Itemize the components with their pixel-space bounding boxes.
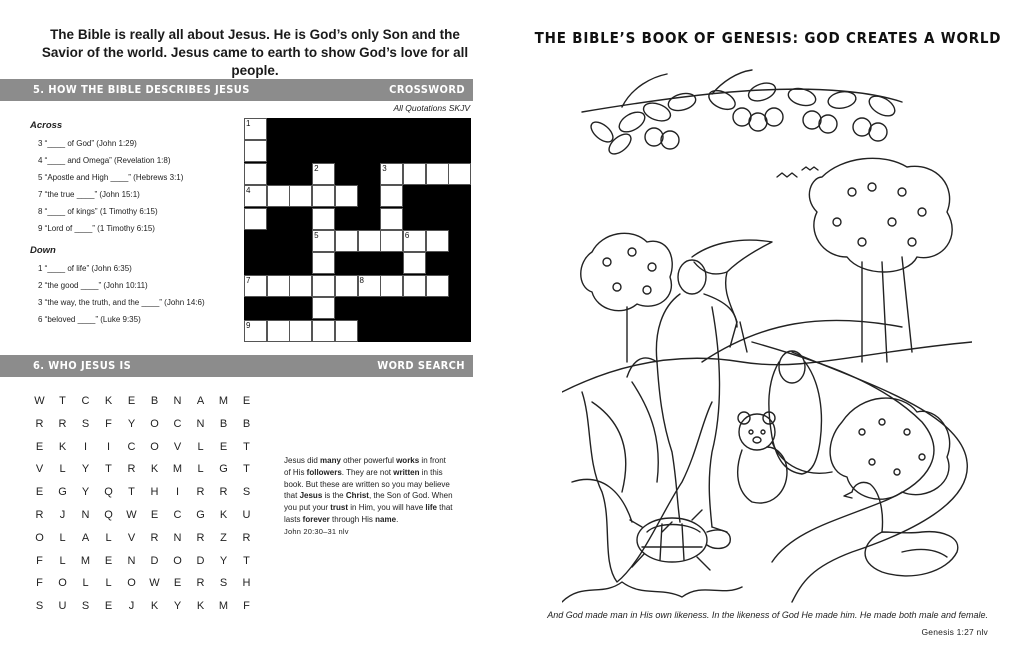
section5-header	[0, 79, 473, 101]
word-search-letter[interactable]: U	[242, 508, 251, 521]
word-search-letter[interactable]: O	[173, 554, 182, 567]
word-search-letter[interactable]: M	[172, 463, 183, 476]
word-search-letter[interactable]: S	[35, 600, 44, 613]
word-search-letter[interactable]: D	[196, 554, 205, 567]
word-search-letter[interactable]: B	[150, 395, 159, 407]
down-heading: Down	[30, 245, 56, 256]
word-search-letter[interactable]: E	[150, 508, 159, 521]
section5-title: 5. HOW THE BIBLE DESCRIBES JESUS	[33, 83, 250, 96]
across-clue: 8 “____ of kings” (1 Timothy 6:15)	[38, 207, 158, 216]
crossword-cell[interactable]: 3	[381, 164, 402, 184]
section6-type: WORD SEARCH	[377, 359, 465, 372]
crossword-cell[interactable]	[290, 186, 311, 206]
word-search-letter[interactable]: L	[59, 554, 66, 567]
word-search-letter[interactable]: R	[196, 577, 205, 590]
word-search-letter[interactable]: C	[127, 440, 136, 453]
word-search-letter[interactable]: I	[106, 440, 111, 453]
section6-header	[0, 355, 473, 377]
crossword-cell[interactable]	[290, 276, 311, 296]
crossword-cell[interactable]	[313, 298, 334, 318]
word-search-letter[interactable]: S	[81, 417, 90, 430]
section5-type: CROSSWORD	[389, 83, 465, 96]
crossword-cell[interactable]: 6	[404, 231, 425, 251]
word-search-letter[interactable]: Y	[81, 486, 90, 499]
word-search-letter[interactable]: S	[219, 577, 228, 590]
word-search-letter[interactable]: I	[83, 440, 88, 453]
word-search-letter[interactable]: S	[81, 600, 90, 613]
word-search-letter[interactable]: S	[242, 486, 251, 499]
crossword-cell[interactable]	[449, 164, 470, 184]
word-search-letter[interactable]: C	[81, 395, 90, 407]
word-search-letter[interactable]: O	[35, 531, 44, 544]
word-search-letter[interactable]: J	[59, 508, 66, 521]
verse-keyword: Jesus	[299, 491, 323, 501]
word-search-letter[interactable]: A	[196, 395, 205, 407]
verse-text: Jesus did	[284, 456, 321, 465]
word-search-letter[interactable]: H	[242, 577, 251, 590]
crossword-cell[interactable]	[313, 186, 334, 206]
verse-text: in this book. But these are written so you may believe that	[284, 467, 450, 501]
verse-keyword: followers	[306, 467, 342, 477]
page-title: THE BIBLE’S BOOK OF GENESIS: GOD CREATES A WORLD	[534, 29, 1002, 47]
word-search-letter[interactable]: R	[127, 463, 136, 476]
word-search-letter[interactable]: W	[126, 508, 137, 521]
word-search-row	[28, 572, 260, 595]
crossword-cell[interactable]	[336, 276, 357, 296]
across-heading: Across	[30, 120, 63, 131]
word-search-letter[interactable]: L	[59, 463, 66, 476]
word-search-letter[interactable]: C	[173, 417, 182, 430]
across-clue: 7 “the true ____” (John 15:1)	[38, 190, 140, 199]
word-search-letter[interactable]: V	[173, 440, 182, 453]
word-search-letter[interactable]: T	[243, 440, 250, 453]
scripture-caption: And God made man in His own likeness. In the likeness of God He made him. He made both male and female.	[547, 610, 988, 620]
verse-keyword: Christ	[345, 491, 369, 501]
quotations-note: All Quotations SKJV	[393, 103, 470, 113]
crossword-cell[interactable]: 8	[359, 276, 380, 296]
word-search-letter[interactable]: Y	[127, 417, 136, 430]
word-search-letter[interactable]: N	[127, 554, 136, 567]
crossword-cell[interactable]	[427, 164, 448, 184]
right-page	[512, 0, 1024, 663]
verse-text: in front of His	[284, 456, 446, 477]
word-search-letter[interactable]: E	[35, 486, 44, 499]
word-search-letter[interactable]: R	[196, 531, 205, 544]
word-search-letter[interactable]: T	[243, 554, 250, 567]
word-search-letter[interactable]: L	[105, 531, 112, 544]
crossword-cell[interactable]	[313, 276, 334, 296]
word-search-letter[interactable]: V	[35, 463, 44, 476]
word-search-grid	[28, 390, 260, 618]
crossword-cell[interactable]: 9	[245, 321, 266, 341]
word-search-row	[28, 504, 260, 527]
word-search-letter[interactable]: T	[243, 463, 250, 476]
word-search-letter[interactable]: M	[218, 600, 229, 613]
word-search-letter[interactable]: E	[173, 577, 182, 590]
crossword-cell[interactable]	[313, 209, 334, 229]
crossword-cell[interactable]	[381, 231, 402, 251]
verse-keyword: many	[320, 456, 341, 465]
word-search-letter[interactable]: G	[196, 508, 205, 521]
verse-keyword: trust	[330, 503, 349, 513]
crossword-cell[interactable]	[427, 276, 448, 296]
verse-keyword: works	[396, 456, 420, 465]
word-search-letter[interactable]: F	[36, 577, 43, 590]
down-clue: 3 “the way, the truth, and the ____” (John 14:6)	[38, 298, 205, 307]
crossword-grid	[244, 118, 471, 342]
word-search-letter[interactable]: R	[35, 417, 44, 430]
crossword-cell[interactable]	[359, 231, 380, 251]
crossword-cell[interactable]	[404, 253, 425, 273]
word-search-letter[interactable]: O	[150, 440, 159, 453]
crossword-cell[interactable]	[245, 209, 266, 229]
word-search-letter[interactable]: R	[196, 486, 205, 499]
word-search-letter[interactable]: G	[219, 463, 228, 476]
word-search-letter[interactable]: Y	[173, 600, 182, 613]
word-search-letter[interactable]: N	[173, 531, 182, 544]
word-search-letter[interactable]: R	[58, 417, 67, 430]
crossword-cell[interactable]	[268, 276, 289, 296]
word-search-letter[interactable]: N	[173, 395, 182, 407]
word-search-letter[interactable]: H	[150, 486, 159, 499]
word-search-letter[interactable]: G	[58, 486, 67, 499]
word-search-letter[interactable]: L	[82, 577, 89, 590]
word-search-letter[interactable]: K	[219, 508, 228, 521]
across-clue: 4 “____ and Omega” (Revelation 1:8)	[38, 156, 171, 165]
word-search-letter[interactable]: E	[127, 395, 136, 407]
crossword-cell[interactable]	[268, 186, 289, 206]
word-search-letter[interactable]: E	[104, 554, 113, 567]
verse-text: . They are not	[341, 467, 394, 477]
crossword-cell[interactable]: 1	[245, 119, 266, 139]
word-search-letter[interactable]: M	[218, 395, 229, 407]
word-search-letter[interactable]: W	[34, 395, 45, 407]
word-search-letter[interactable]: K	[150, 463, 159, 476]
verse-text: , the Son of God. When you put your	[284, 491, 453, 513]
crossword-cell[interactable]	[313, 321, 334, 341]
word-search-row	[28, 550, 260, 573]
word-search-letter[interactable]: K	[104, 395, 113, 407]
word-search-letter[interactable]: I	[175, 486, 180, 499]
word-search-letter[interactable]: L	[197, 463, 204, 476]
word-search-letter[interactable]: O	[150, 417, 159, 430]
crossword-cell[interactable]	[427, 231, 448, 251]
verse-text: in Him, you will have	[348, 503, 426, 513]
word-search-letter[interactable]: V	[127, 531, 136, 544]
crossword-cell[interactable]	[290, 321, 311, 341]
verse-text: other powerful	[340, 456, 397, 465]
word-search-row	[28, 390, 260, 413]
crossword-cell[interactable]	[245, 164, 266, 184]
word-search-letter[interactable]: Z	[220, 531, 227, 544]
word-search-letter[interactable]: R	[35, 508, 44, 521]
word-search-row	[28, 595, 260, 618]
word-search-letter[interactable]: F	[36, 554, 43, 567]
word-search-letter[interactable]: T	[59, 395, 66, 407]
word-search-row	[28, 458, 260, 481]
word-search-letter[interactable]: E	[219, 440, 228, 453]
crossword-cell[interactable]	[381, 209, 402, 229]
garden-of-eden-coloring-icon	[562, 62, 972, 604]
word-search-letter[interactable]: E	[104, 600, 113, 613]
word-search-letter[interactable]: R	[242, 531, 251, 544]
word-search-letter[interactable]: F	[243, 600, 250, 613]
word-search-letter[interactable]: A	[81, 531, 90, 544]
crossword-cell[interactable]: 7	[245, 276, 266, 296]
crossword-cell[interactable]	[336, 231, 357, 251]
intro-text: The Bible is really all about Jesus. He is God’s only Son and the Savior of the world. Jesus came to earth to show God’s love for all people.	[41, 27, 469, 78]
word-search-letter[interactable]: J	[128, 600, 135, 613]
verse-keyword: name	[375, 514, 397, 524]
down-clue: 1 “____ of life” (John 6:35)	[38, 264, 132, 273]
word-search-letter[interactable]: Q	[104, 508, 113, 521]
word-search-letter[interactable]: R	[150, 531, 159, 544]
word-search-letter[interactable]: N	[81, 508, 90, 521]
word-search-letter[interactable]: N	[196, 417, 205, 430]
crossword-cell[interactable]: 2	[313, 164, 334, 184]
word-search-letter[interactable]: L	[105, 577, 112, 590]
crossword-cell[interactable]	[245, 141, 266, 161]
word-search-row	[28, 436, 260, 459]
word-search-letter[interactable]: K	[150, 600, 159, 613]
word-search-row	[28, 527, 260, 550]
word-search-letter[interactable]: O	[58, 577, 67, 590]
word-search-letter[interactable]: O	[127, 577, 136, 590]
crossword-cell[interactable]	[336, 321, 357, 341]
down-clue: 6 “beloved ____” (Luke 9:35)	[38, 315, 141, 324]
word-search-letter[interactable]: K	[58, 440, 67, 453]
word-search-letter[interactable]: F	[105, 417, 112, 430]
verse-text: that lasts	[284, 503, 453, 524]
verse-text: through His	[329, 514, 376, 524]
word-search-letter[interactable]: T	[128, 486, 135, 499]
word-search-letter[interactable]: U	[58, 600, 67, 613]
word-search-letter[interactable]: Y	[81, 463, 90, 476]
word-search-letter[interactable]: K	[196, 600, 205, 613]
scripture-reference: Genesis 1:27 nlv	[921, 627, 988, 637]
word-search-letter[interactable]: E	[35, 440, 44, 453]
word-search-row	[28, 413, 260, 436]
crossword-cell[interactable]: 4	[245, 186, 266, 206]
crossword-cell[interactable]: 5	[313, 231, 334, 251]
word-search-letter[interactable]: Y	[219, 554, 228, 567]
verse-text: .	[396, 514, 399, 524]
word-search-letter[interactable]: C	[173, 508, 182, 521]
word-search-letter[interactable]: E	[242, 395, 251, 407]
verse-keyword: life	[425, 503, 437, 513]
word-search-verse	[284, 455, 454, 538]
across-clue: 3 “____ of God” (John 1:29)	[38, 139, 137, 148]
crossword-cell[interactable]	[404, 276, 425, 296]
word-search-letter[interactable]: L	[59, 531, 66, 544]
down-clue: 2 “the good ____” (John 10:11)	[38, 281, 148, 290]
word-search-letter[interactable]: B	[242, 417, 251, 430]
word-search-row	[28, 481, 260, 504]
verse-keyword: forever	[302, 514, 330, 524]
word-search-letter[interactable]: L	[197, 440, 204, 453]
word-search-letter[interactable]: B	[219, 417, 228, 430]
crossword-cell[interactable]	[336, 186, 357, 206]
word-search-letter[interactable]: R	[219, 486, 228, 499]
crossword-cell[interactable]	[381, 276, 402, 296]
word-search-letter[interactable]: Q	[104, 486, 113, 499]
crossword-cell[interactable]	[381, 186, 402, 206]
crossword-clues	[30, 120, 235, 328]
across-clue: 5 “Apostle and High ____” (Hebrews 3:1)	[38, 173, 184, 182]
crossword-cell[interactable]	[268, 321, 289, 341]
verse-text: is the	[322, 491, 346, 501]
word-search-letter[interactable]: M	[80, 554, 91, 567]
verse-reference: John 20:30–31 nlv	[284, 526, 349, 536]
word-search-letter[interactable]: D	[150, 554, 159, 567]
across-clue: 9 “Lord of ____” (1 Timothy 6:15)	[38, 224, 155, 233]
verse-keyword: written	[393, 467, 420, 477]
crossword-cell[interactable]	[313, 253, 334, 273]
word-search-letter[interactable]: T	[105, 463, 112, 476]
word-search-letter[interactable]: W	[149, 577, 160, 590]
section6-title: 6. WHO JESUS IS	[33, 359, 132, 372]
crossword-cell[interactable]	[404, 164, 425, 184]
